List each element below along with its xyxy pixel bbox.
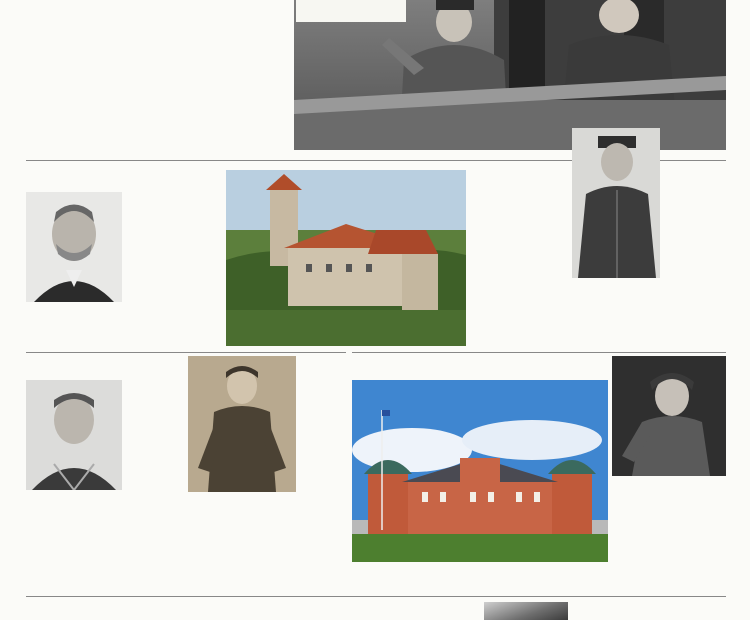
carrera-p5b	[26, 494, 178, 592]
portrait-carin	[612, 356, 726, 476]
carrera-p5	[126, 380, 184, 490]
balcony-photo	[294, 0, 726, 150]
castle-photo	[226, 170, 466, 346]
rule-carrera	[26, 352, 346, 353]
carrera-p6	[300, 380, 346, 490]
primeros-p3	[470, 192, 568, 350]
balcony-photo-art	[294, 0, 726, 150]
carin-portrait-icon	[612, 356, 726, 476]
rule-seducido	[26, 596, 726, 597]
primeros-p2	[126, 192, 222, 350]
seducido-photo	[484, 602, 568, 620]
castle-veldenstein-photo	[226, 170, 466, 346]
headline	[124, 0, 299, 150]
intro-column	[26, 0, 126, 160]
intro-text	[40, 0, 126, 150]
amada-p7	[612, 480, 726, 562]
top-caption	[296, 0, 406, 22]
carrera-p6b	[182, 494, 346, 592]
primeros-p4b	[572, 282, 726, 352]
cadet-portrait-icon	[572, 128, 660, 278]
amada-caption	[352, 566, 608, 592]
portrait-prince	[26, 380, 122, 490]
aviator-portrait-icon	[188, 356, 296, 492]
portrait-aviator	[188, 356, 296, 492]
portrait-icon	[26, 192, 122, 302]
portrait-young-goring	[572, 128, 660, 278]
primeros-p4	[662, 192, 726, 277]
castle-rockelstad-photo	[352, 380, 608, 562]
rule-amada	[352, 352, 726, 353]
prince-portrait-icon	[26, 380, 122, 490]
rockelstad-castle-icon	[352, 380, 608, 562]
portrait-heinrich	[26, 192, 122, 302]
